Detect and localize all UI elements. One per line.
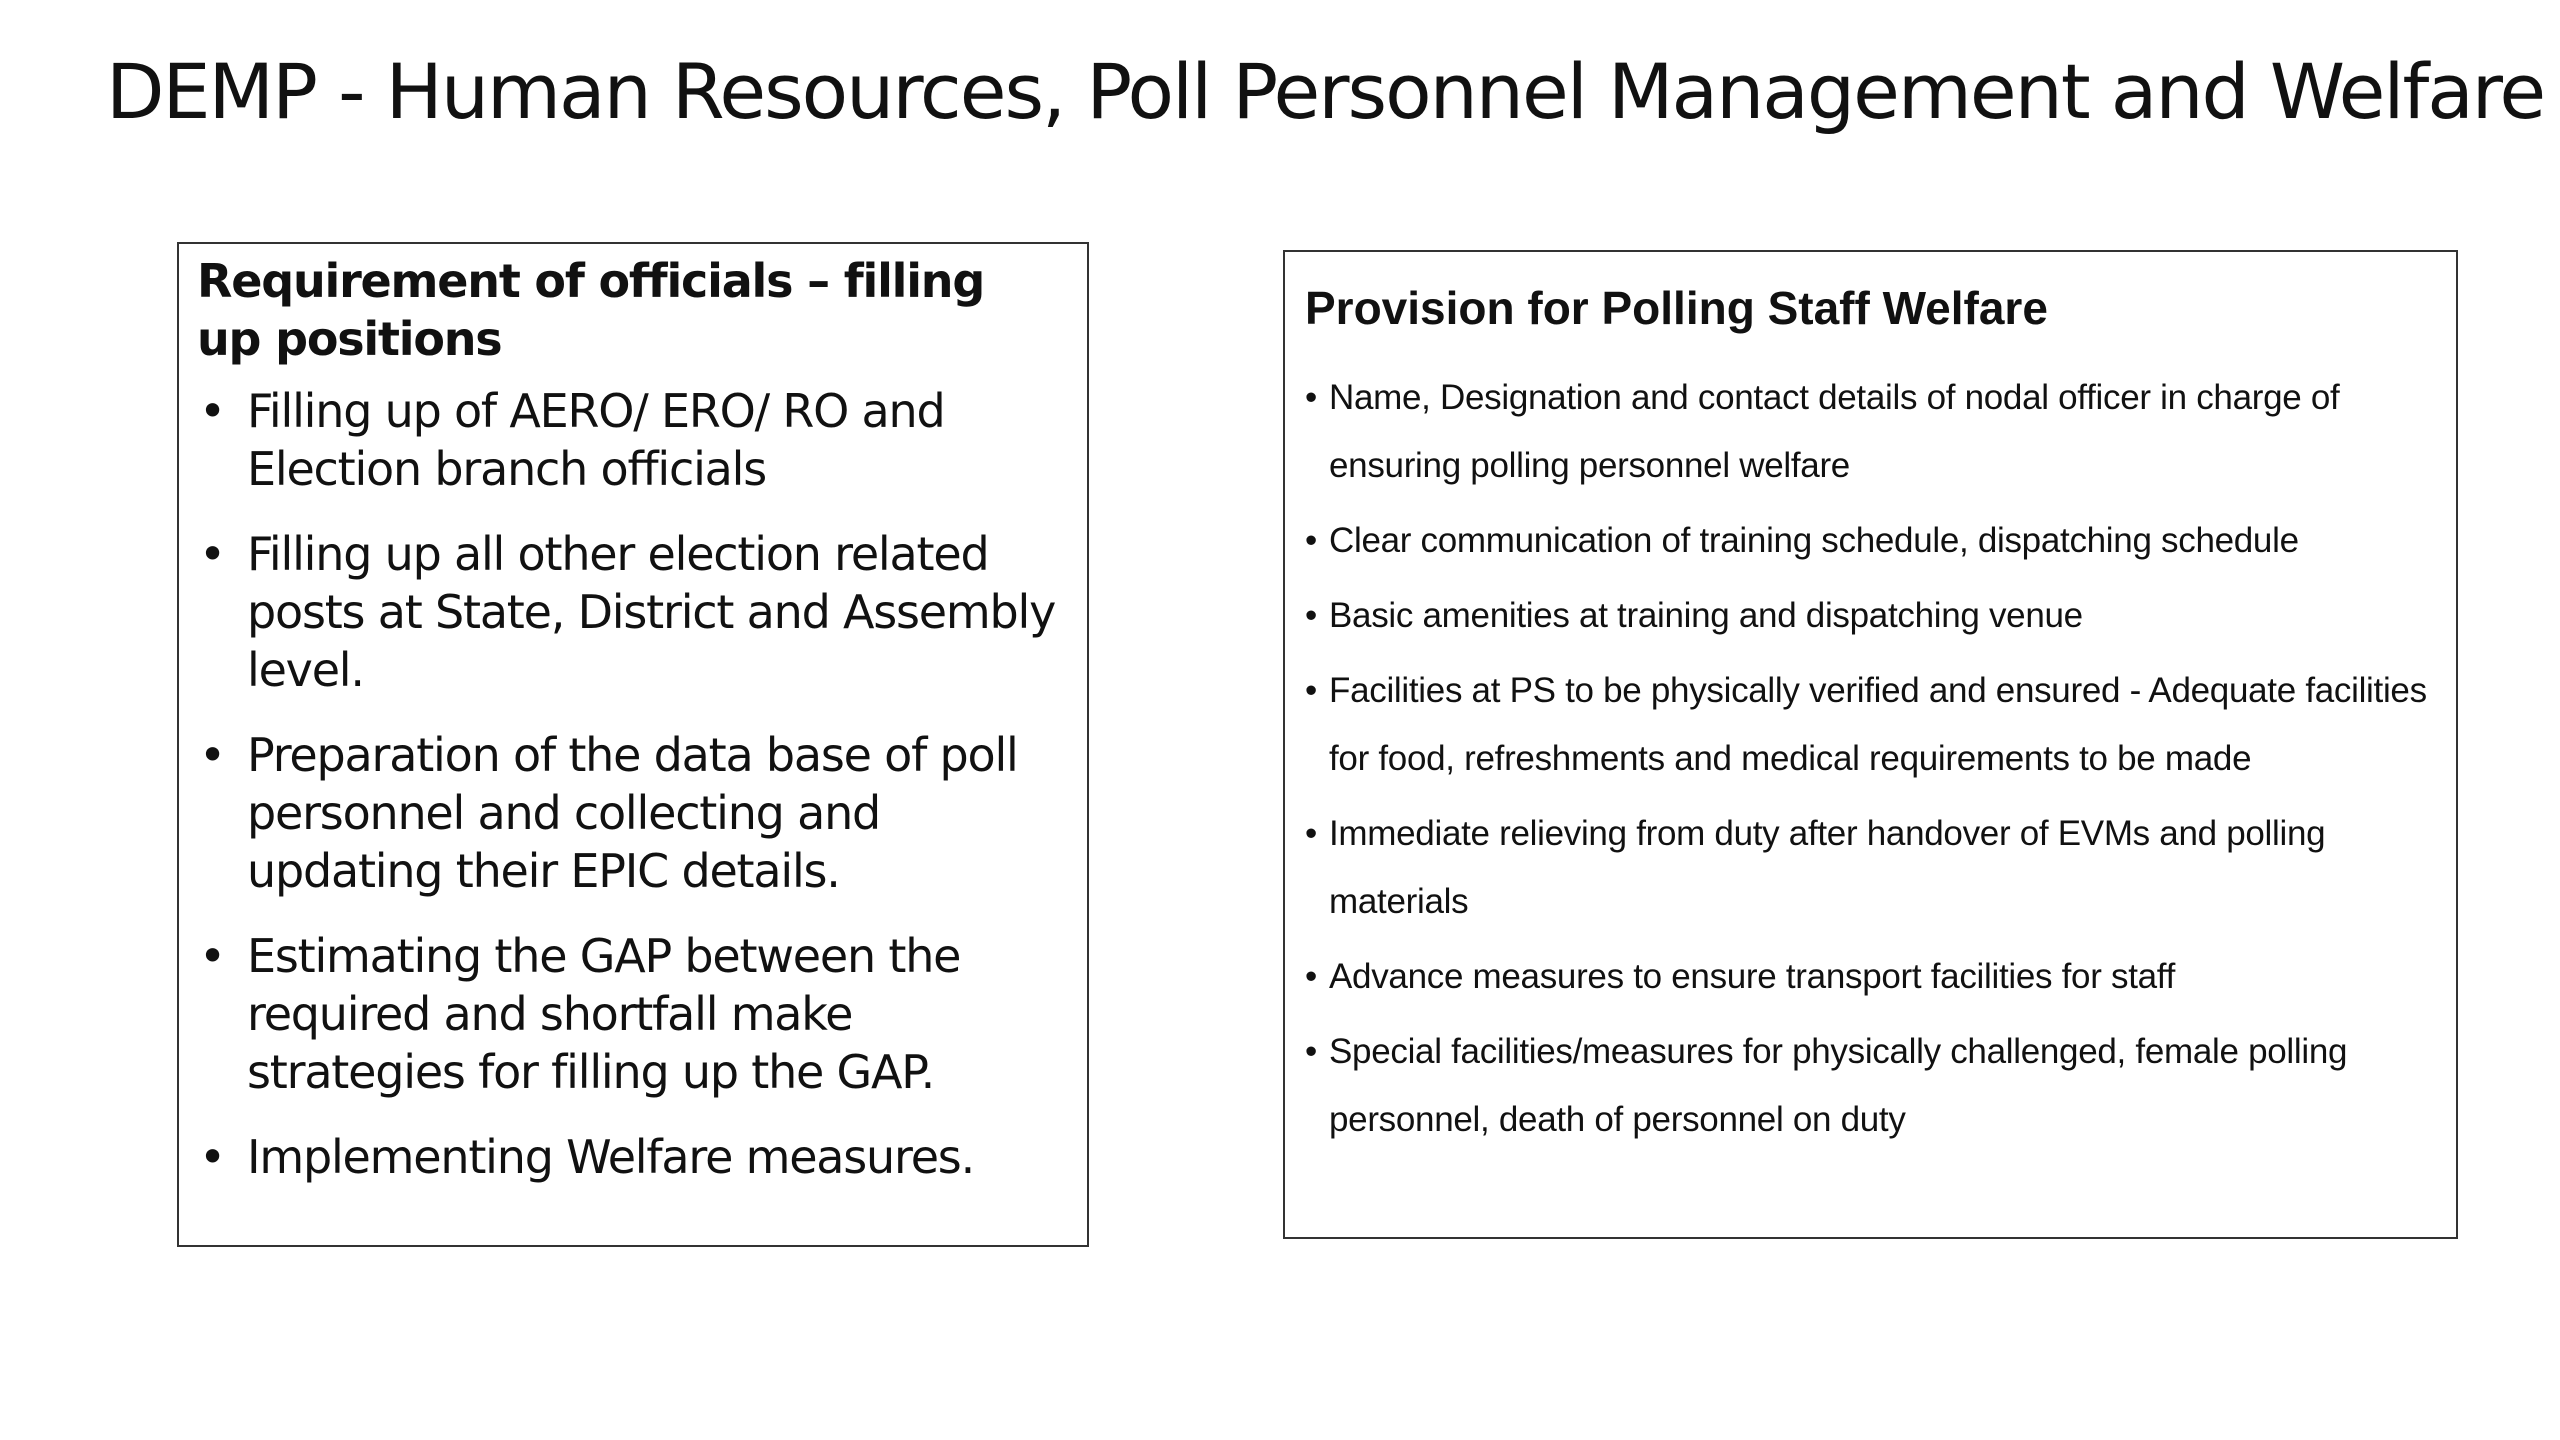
bullet-icon: • bbox=[1305, 957, 1317, 996]
list-item bbox=[1305, 800, 2436, 936]
officials-requirement-list bbox=[197, 382, 1057, 1186]
list-item-text: Advance measures to ensure transport facilities for staff bbox=[1329, 957, 2176, 996]
staff-welfare-box bbox=[1283, 250, 2458, 1239]
list-item-text: Facilities at PS to be physically verified and ensured - Adequate facilities for food, refreshments and medical requirements to be made bbox=[1329, 671, 2427, 778]
list-item bbox=[197, 525, 1057, 699]
list-item-text: Immediate relieving from duty after handover of EVMs and polling materials bbox=[1329, 814, 2326, 921]
officials-requirement-box bbox=[177, 242, 1089, 1247]
bullet-icon: • bbox=[1305, 596, 1317, 635]
list-item bbox=[197, 927, 1057, 1101]
bullet-icon: • bbox=[1305, 814, 1317, 853]
bullet-icon: • bbox=[1305, 378, 1317, 417]
list-item-text: Filling up all other election related posts at State, District and Assembly level. bbox=[247, 527, 1056, 697]
list-item bbox=[197, 382, 1057, 498]
staff-welfare-list bbox=[1305, 364, 2436, 1154]
list-item-text: Filling up of AERO/ ERO/ RO and Election branch officials bbox=[247, 384, 945, 496]
list-item-text: Special facilities/measures for physically challenged, female polling personnel, death of personnel on duty bbox=[1329, 1032, 2348, 1139]
bullet-icon: • bbox=[199, 1130, 225, 1184]
list-item bbox=[1305, 1018, 2436, 1154]
bullet-icon: • bbox=[199, 728, 225, 782]
list-item bbox=[197, 1128, 1057, 1186]
list-item bbox=[1305, 582, 2436, 650]
list-item bbox=[197, 726, 1057, 900]
list-item-text: Basic amenities at training and dispatching venue bbox=[1329, 596, 2083, 635]
list-item bbox=[1305, 943, 2436, 1011]
officials-requirement-heading: Requirement of officials – filling up positions bbox=[197, 254, 985, 366]
list-item-text: Clear communication of training schedule, dispatching schedule bbox=[1329, 521, 2299, 560]
list-item-text: Implementing Welfare measures. bbox=[247, 1130, 974, 1184]
bullet-icon: • bbox=[1305, 521, 1317, 560]
staff-welfare-heading: Provision for Polling Staff Welfare bbox=[1305, 282, 2048, 334]
list-item bbox=[1305, 364, 2436, 500]
list-item bbox=[1305, 507, 2436, 575]
bullet-icon: • bbox=[1305, 671, 1317, 710]
list-item-text: Preparation of the data base of poll personnel and collecting and updating their EPIC details. bbox=[247, 728, 1018, 898]
bullet-icon: • bbox=[199, 527, 225, 581]
bullet-icon: • bbox=[199, 929, 225, 983]
list-item-text: Name, Designation and contact details of nodal officer in charge of ensuring polling personnel welfare bbox=[1329, 378, 2340, 485]
bullet-icon: • bbox=[199, 384, 225, 438]
list-item-text: Estimating the GAP between the required and shortfall make strategies for filling up the GAP. bbox=[247, 929, 961, 1099]
slide-title: DEMP - Human Resources, Poll Personnel Management and Welfare bbox=[106, 47, 2545, 136]
bullet-icon: • bbox=[1305, 1032, 1317, 1071]
list-item bbox=[1305, 657, 2436, 793]
